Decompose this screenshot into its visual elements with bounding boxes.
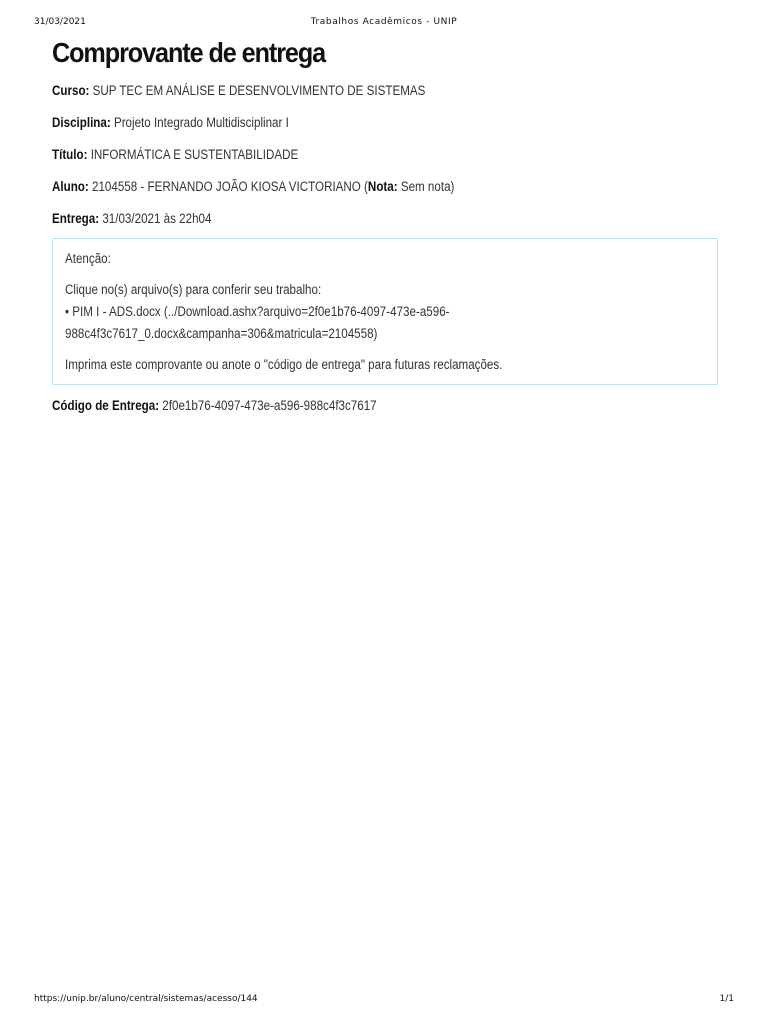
print-header — [34, 17, 734, 29]
aluno-value: 2104558 - FERNANDO JOÃO KIOSA VICTORIANO ( — [92, 179, 368, 194]
alert-instruction: Clique no(s) arquivo(s) para conferir seu trabalho: — [65, 282, 322, 297]
print-url: https://unip.br/aluno/central/sistemas/acesso/144 — [34, 994, 258, 1004]
alert-heading: Atenção: — [65, 251, 111, 266]
attention-alert — [52, 238, 718, 385]
codigo-label: Código de Entrega: — [52, 398, 160, 413]
nota-value: Sem nota) — [400, 179, 455, 194]
codigo-value: 2f0e1b76-4097-473e-a596-988c4f3c7617 — [162, 398, 377, 413]
field-codigo-entrega — [52, 397, 625, 415]
curso-value: SUP TEC EM ANÁLISE E DESENVOLVIMENTO DE SISTEMAS — [92, 83, 426, 98]
field-titulo — [52, 146, 625, 164]
entrega-value: 31/03/2021 às 22h04 — [102, 211, 212, 226]
print-page-number: 1/1 — [719, 994, 734, 1004]
nota-label: Nota: — [367, 179, 398, 194]
file-link-line2[interactable]: 988c4f3c7617_0.docx&campanha=306&matricula=2104558) — [65, 326, 378, 341]
print-date: 31/03/2021 — [34, 17, 86, 27]
field-aluno — [52, 178, 625, 196]
alert-note: Imprima este comprovante ou anote o "código de entrega" para futuras reclamações. — [65, 357, 503, 372]
field-disciplina — [52, 114, 625, 132]
titulo-value: INFORMÁTICA E SUSTENTABILIDADE — [90, 147, 299, 162]
file-link[interactable] — [65, 301, 615, 323]
curso-label: Curso: — [52, 83, 90, 98]
file-link-line1[interactable]: • PIM I - ADS.docx (../Download.ashx?arquivo=2f0e1b76-4097-473e-a596- — [65, 304, 450, 319]
field-entrega — [52, 210, 625, 228]
entrega-label: Entrega: — [52, 211, 100, 226]
print-page-title: Trabalhos Acadêmicos - UNIP — [310, 17, 458, 27]
disciplina-label: Disciplina: — [52, 115, 111, 130]
page-title: Comprovante de entrega — [52, 37, 326, 68]
print-footer — [34, 994, 734, 1006]
file-link-cont[interactable] — [65, 323, 615, 345]
disciplina-value: Projeto Integrado Multidisciplinar I — [113, 115, 289, 130]
receipt-content — [52, 34, 718, 415]
aluno-label: Aluno: — [52, 179, 89, 194]
titulo-label: Título: — [52, 147, 88, 162]
field-curso — [52, 82, 625, 100]
